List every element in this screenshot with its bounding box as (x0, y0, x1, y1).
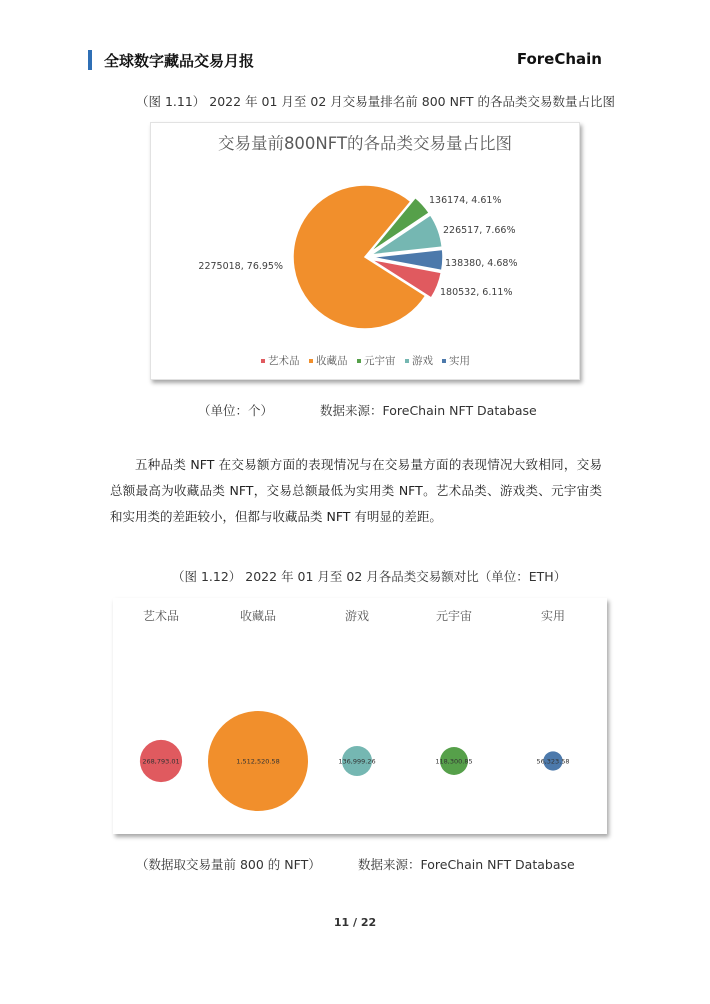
bubble-category-label: 收藏品 (239, 609, 277, 623)
pie-data-label: 138380, 4.68% (445, 258, 518, 269)
pie-data-label: 136174, 4.61% (429, 195, 502, 206)
header-accent-bar (88, 50, 92, 70)
legend-swatch (309, 359, 313, 363)
pie-chart (151, 123, 579, 379)
legend-entry: 实用 (449, 355, 470, 367)
figure2-left-note: （数据取交易量前 800 的 NFT） (136, 857, 321, 872)
page-number: 11 / 22 (333, 916, 377, 929)
body-paragraph (110, 452, 602, 530)
legend-entry: 收藏品 (316, 355, 348, 367)
bubble-value-label: 56,323.58 (536, 757, 570, 766)
bubble-category-label: 艺术品 (142, 609, 180, 623)
pie-data-label: 180532, 6.11% (440, 287, 513, 298)
report-title: 全球数字藏品交易月报 (104, 52, 255, 70)
pie-chart-title: 交易量前800NFT的各品类交易量占比图 (217, 134, 513, 153)
bubble-category-label: 实用 (540, 609, 566, 623)
figure1-caption: （图 1.11） 2022 年 01 月至 02 月交易量排名前 800 NFT 的各品类交易数量占比图 (136, 94, 616, 109)
pie-data-label: 2275018, 76.95% (198, 261, 283, 272)
bubble-chart (113, 598, 607, 834)
paragraph-text: 五种品类 NFT 在交易额方面的表现情况与在交易量方面的表现情况大致相同，交易总额最高为收藏品类 NFT，交易总额最低为实用类 NFT。艺术品类、游戏类、元宇宙类和实用类的差距较小，但都与收藏品类 NFT 有明显的差距。 (110, 457, 602, 524)
bubble-value-label: 268,793.01 (142, 757, 180, 766)
bubble-category-label: 元宇宙 (435, 609, 473, 623)
figure1-unit-note: （单位：个） (198, 403, 274, 418)
legend-entry: 元宇宙 (364, 355, 396, 367)
pie-data-label: 226517, 7.66% (443, 225, 516, 236)
figure1-source-note: 数据来源：ForeChain NFT Database (320, 403, 537, 418)
bubble-chart-panel (113, 598, 607, 834)
legend-entry: 游戏 (412, 355, 433, 367)
bubble-value-label: 136,999.26 (338, 757, 376, 766)
legend-entry: 艺术品 (268, 355, 300, 367)
bubble-value-label: 1,512,520.58 (236, 757, 280, 766)
pie-chart-panel (150, 122, 580, 380)
legend-swatch (261, 359, 265, 363)
bubble-category-label: 游戏 (344, 609, 370, 623)
figure2-caption: （图 1.12） 2022 年 01 月至 02 月各品类交易额对比（单位：ETH） (172, 569, 567, 584)
bubble-value-label: 118,300.85 (435, 757, 473, 766)
brand-name: ForeChain (516, 50, 602, 68)
legend-swatch (357, 359, 361, 363)
legend-swatch (442, 359, 446, 363)
figure2-source-note: 数据来源：ForeChain NFT Database (358, 857, 575, 872)
legend-swatch (405, 359, 409, 363)
